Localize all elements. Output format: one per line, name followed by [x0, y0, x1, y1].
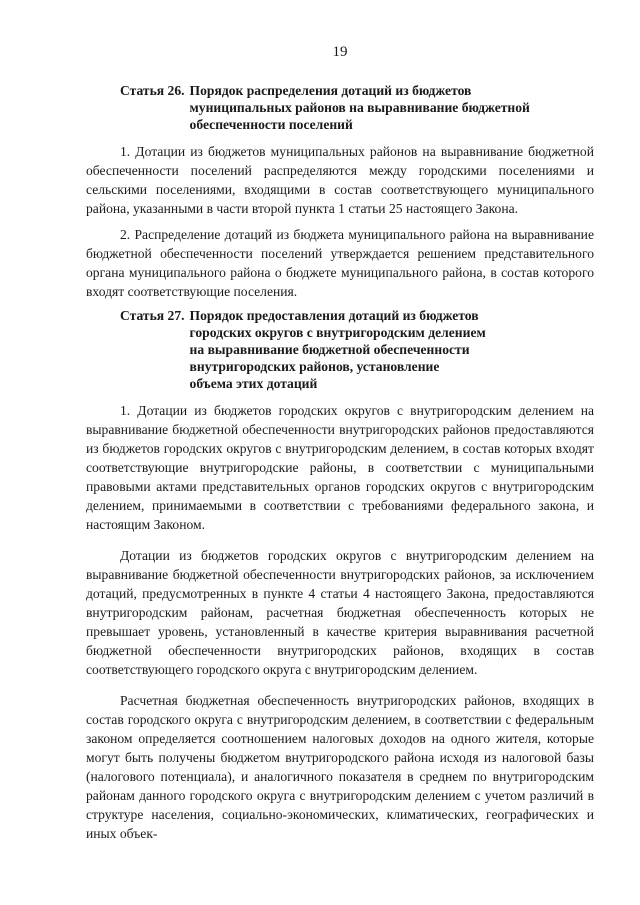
article-27-paragraph-2: Дотации из бюджетов городских округов с внутригородским делением на выравнивание бюджетной обеспеченности внутригородских районов, за исключением дотаций, предусмотренных в пункте 4 статьи 4 настоящего Закона, предоставляются внутригородским районам, расчетная бюджетная обеспеченность которых не превышает уровень, установленный в качестве критерия выравнивания расчетной бюджетной обеспеченности внутригородских районов, входящих в состав соответствующего городского округа с внутригородским делением.	[86, 548, 594, 677]
article-26-number: Статья 26.	[120, 83, 185, 98]
document-page	[86, 44, 594, 843]
article-26-paragraph-2: 2. Распределение дотаций из бюджета муниципального района на выравнивание бюджетной обеспеченности поселений утверждается решением представительного органа муниципального района о бюджете муниципального района, в состав которого входят соответствующие поселения.	[86, 227, 594, 299]
article-26-heading	[120, 82, 594, 133]
article-26-paragraph-1: 1. Дотации из бюджетов муниципальных районов на выравнивание бюджетной обеспеченности поселений распределяются между городскими поселениями и сельскими поселениями, входящими в состав соответствующего муниципального района, указанными в части второй пункта 1 статьи 25 настоящего Закона.	[86, 144, 594, 216]
article-27-paragraph-3: Расчетная бюджетная обеспеченность внутригородских районов, входящих в состав городского округа с внутригородским делением, в соответствии с федеральным законом определяется соотношением налоговых доходов на одного жителя, которые могут быть получены бюджетом внутригородского района исходя из налоговой базы (налогового потенциала), и аналогичного показателя в среднем по внутригородским районам данного городского округа с внутригородским делением с учетом различий в структуре населения, социально-экономических, климатических, географических и иных объек-	[86, 693, 594, 841]
page-number: 19	[332, 44, 348, 60]
article-27-paragraph-1: 1. Дотации из бюджетов городских округов с внутригородским делением на выравнивание бюджетной обеспеченности внутригородских районов предоставляются из бюджетов городских округов с внутригородским делением, в состав которых входят соответствующие внутригородские районы, в соответствии с муниципальными правовыми актами представительных органов городских округов с внутригородским делением, принимаемыми в соответствии с требованиями федерального закона, и настоящим Законом.	[86, 403, 594, 532]
article-26-title: Порядок распределения дотаций из бюджетов муниципальных районов на выравнивание бюджетной обеспеченности поселений	[189, 83, 530, 132]
article-27-title: Порядок предоставления дотаций из бюджетов городских округов с внутригородским делением на выравнивание бюджетной обеспеченности внутригородских районов, установление объема этих дотаций	[189, 308, 486, 391]
article-27-number: Статья 27.	[120, 308, 185, 323]
article-27-heading	[120, 307, 594, 392]
